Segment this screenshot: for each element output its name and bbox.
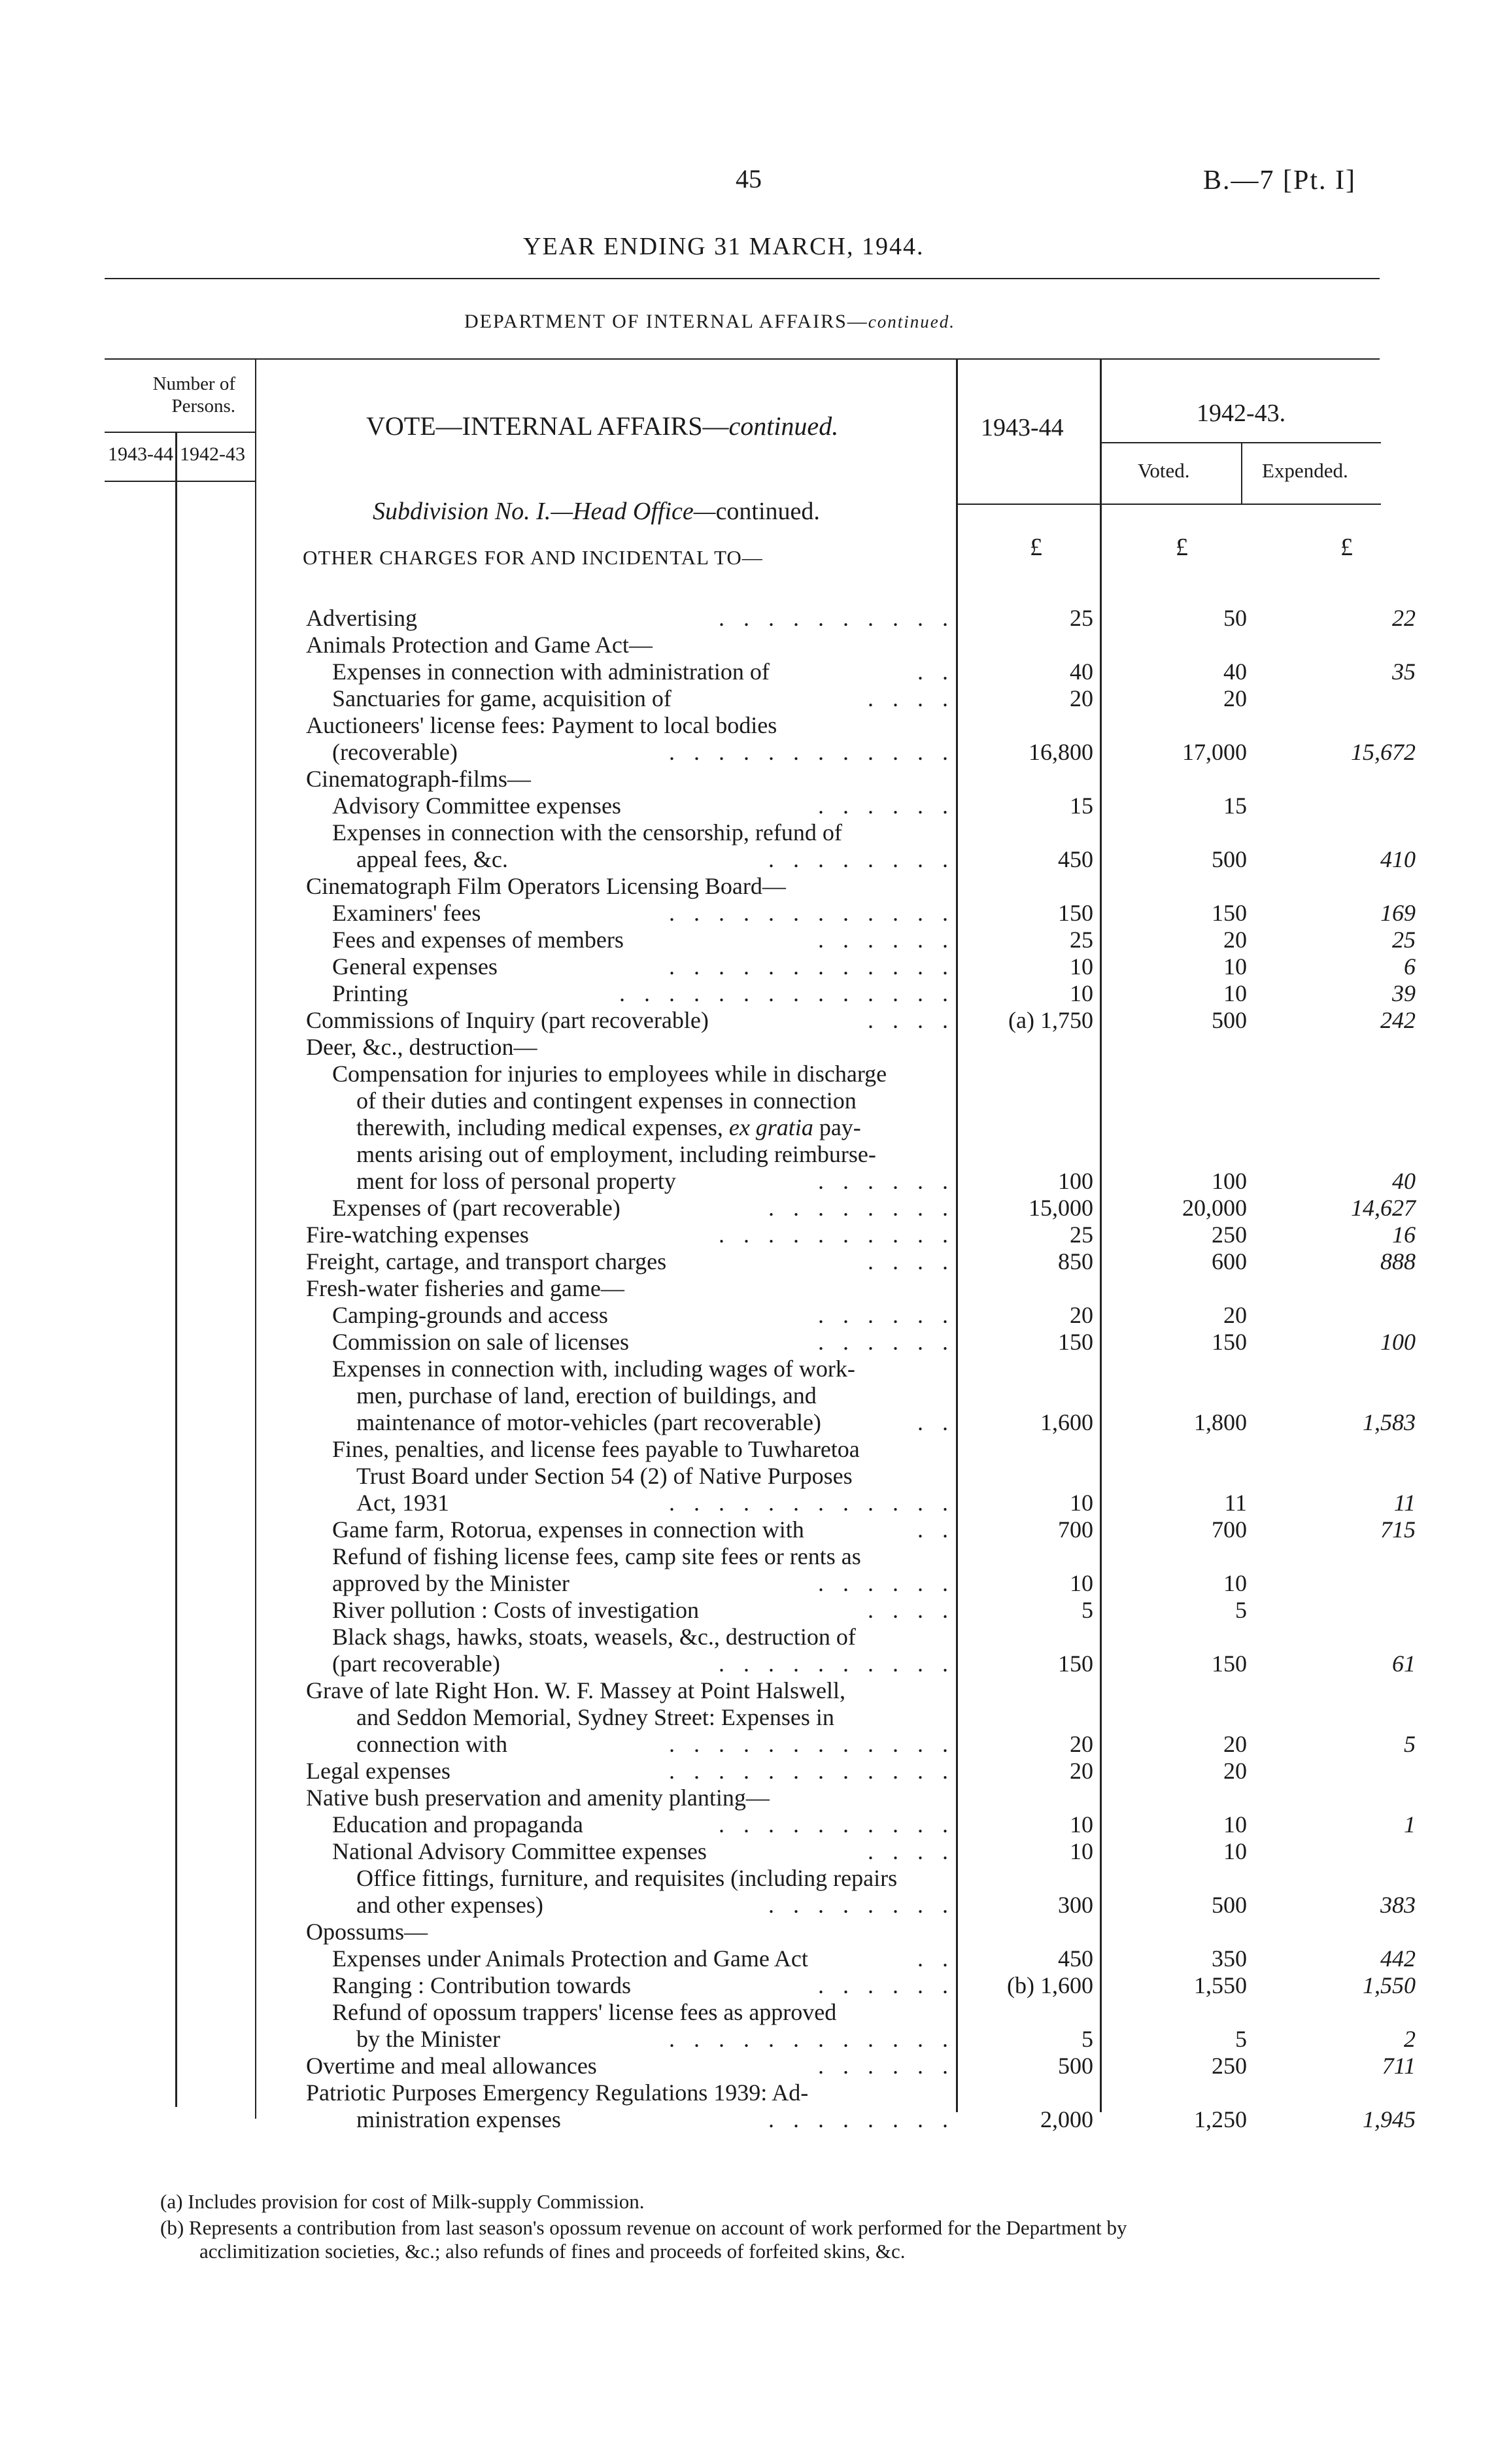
row-label: (recoverable): [332, 739, 458, 765]
row-leader-dots: . . . . . . . . . . . .: [669, 1731, 955, 1757]
value-1943-44: 15: [1070, 793, 1093, 819]
table-row: [0, 1382, 1498, 1409]
value-1942-43-voted: 15: [1223, 793, 1247, 819]
row-label: Camping-grounds and access: [332, 1302, 608, 1328]
value-1943-44: 150: [1058, 1329, 1093, 1355]
value-1943-44: (a) 1,750: [1008, 1007, 1093, 1033]
table-row: [0, 685, 1498, 712]
row-label: Advertising: [306, 605, 417, 631]
value-1942-43-expended: 715: [1380, 1516, 1416, 1543]
value-1942-43-expended: 39: [1392, 980, 1416, 1006]
row-label: Advisory Committee expenses: [332, 793, 621, 819]
value-1942-43-expended: 442: [1380, 1945, 1416, 1972]
row-label: maintenance of motor-vehicles (part recoverable): [356, 1409, 821, 1435]
value-1942-43-voted: 5: [1235, 2026, 1247, 2052]
value-1942-43-voted: 150: [1212, 1329, 1247, 1355]
row-leader-dots: . . . . . . . . . . . .: [669, 1490, 955, 1516]
value-1943-44: 5: [1081, 1597, 1093, 1623]
row-label: ments arising out of employment, including reimburse-: [356, 1141, 876, 1167]
value-1943-44: 5: [1081, 2026, 1093, 2052]
value-1943-44: 40: [1070, 659, 1093, 685]
row-label: Expenses under Animals Protection and Game Act: [332, 1945, 808, 1972]
value-1943-44: 2,000: [1040, 2106, 1093, 2132]
row-label: (part recoverable): [332, 1651, 500, 1677]
value-1943-44: 20: [1070, 1758, 1093, 1784]
row-label: Fresh-water fisheries and game—: [306, 1275, 624, 1301]
table-row: [0, 1945, 1498, 1972]
row-leader-dots: . . . . . . . . . . . .: [669, 1758, 955, 1784]
row-leader-dots: . . . . . .: [818, 1168, 955, 1194]
row-label: Trust Board under Section 54 (2) of Native Purposes: [356, 1463, 853, 1489]
row-label: Expenses of (part recoverable): [332, 1195, 621, 1221]
table-row: [0, 980, 1498, 1007]
value-1943-44: 10: [1070, 1811, 1093, 1838]
row-label: and other expenses): [356, 1892, 543, 1918]
table-row: [0, 1704, 1498, 1731]
col-expended-left-rule: [1241, 442, 1242, 504]
value-1942-43-voted: 500: [1212, 1892, 1247, 1918]
row-label: ment for loss of personal property: [356, 1168, 676, 1194]
table-row: [0, 1624, 1498, 1651]
number-of-persons-heading: Number of Persons.: [152, 373, 235, 417]
value-1942-43-voted: 10: [1223, 1811, 1247, 1838]
other-charges-heading: OTHER CHARGES FOR AND INCIDENTAL TO—: [303, 546, 763, 569]
value-1943-44: (b) 1,600: [1007, 1972, 1093, 1998]
table-row: [0, 1516, 1498, 1543]
row-leader-dots: . . . . . . . . . .: [719, 1811, 955, 1838]
table-row: [0, 1275, 1498, 1302]
value-1943-44: 25: [1070, 605, 1093, 631]
value-1942-43-voted: 1,550: [1194, 1972, 1247, 1998]
value-1942-43-expended: 22: [1392, 605, 1416, 631]
value-1942-43-expended: 25: [1392, 927, 1416, 953]
value-1943-44: 20: [1070, 685, 1093, 711]
table-row: [0, 1999, 1498, 2026]
row-leader-dots: . . . . . . . . . . . . . .: [619, 980, 955, 1006]
table-row: [0, 2106, 1498, 2133]
row-leader-dots: . . . . . .: [818, 793, 955, 819]
row-label: and Seddon Memorial, Sydney Street: Expenses in: [356, 1704, 834, 1730]
row-label: General expenses: [332, 953, 498, 980]
row-leader-dots: . . . . . . . . . . . .: [669, 2026, 955, 2052]
value-1942-43-expended: 14,627: [1351, 1195, 1416, 1221]
row-leader-dots: . . . . . . . . . .: [719, 1222, 955, 1248]
table-row: [0, 1543, 1498, 1570]
row-leader-dots: . . . .: [868, 1007, 955, 1033]
value-1943-44: 25: [1070, 927, 1093, 953]
table-row: [0, 1570, 1498, 1597]
value-1942-43-voted: 17,000: [1182, 739, 1247, 765]
value-1943-44: 300: [1058, 1892, 1093, 1918]
persons-sub-rule: [105, 481, 255, 482]
row-label: Game farm, Rotorua, expenses in connection with: [332, 1516, 804, 1543]
table-row: [0, 2053, 1498, 2079]
value-1942-43-voted: 11: [1224, 1490, 1247, 1516]
table-row: [0, 1195, 1498, 1222]
row-leader-dots: . . . . . . . .: [768, 2106, 955, 2132]
row-leader-dots: . . . .: [868, 685, 955, 711]
value-1942-43-expended: 383: [1380, 1892, 1416, 1918]
value-1943-44: 10: [1070, 1490, 1093, 1516]
table-row: [0, 1677, 1498, 1704]
table-row: [0, 739, 1498, 766]
row-label: men, purchase of land, erection of buildings, and: [356, 1382, 817, 1409]
value-1943-44: 20: [1070, 1302, 1093, 1328]
table-row: [0, 1597, 1498, 1624]
row-leader-dots: . .: [917, 1945, 955, 1972]
value-1943-44: 450: [1058, 1945, 1093, 1972]
footnote-a: (a) Includes provision for cost of Milk-supply Commission.: [160, 2190, 645, 2213]
value-1943-44: 500: [1058, 2053, 1093, 2079]
vote-title: [366, 411, 838, 441]
value-1942-43-voted: 20: [1223, 1758, 1247, 1784]
value-1942-43-voted: 10: [1223, 1838, 1247, 1864]
table-row: [0, 1838, 1498, 1865]
table-row: [0, 1490, 1498, 1516]
row-label: Refund of fishing license fees, camp site fees or rents as: [332, 1543, 861, 1569]
department-name: DEPARTMENT OF INTERNAL AFFAIRS—: [464, 311, 868, 332]
value-1942-43-voted: 250: [1212, 1222, 1247, 1248]
value-1942-43-expended: 169: [1380, 900, 1416, 926]
table-row: [0, 2026, 1498, 2053]
row-label: Cinematograph-films—: [306, 766, 531, 792]
row-label: by the Minister: [356, 2026, 500, 2052]
row-leader-dots: . . . . . . . . . . . .: [669, 739, 955, 765]
row-label: Cinematograph Film Operators Licensing Board—: [306, 873, 786, 899]
value-1942-43-expended: 61: [1392, 1651, 1416, 1677]
table-row: [0, 1731, 1498, 1758]
table-row: [0, 1865, 1498, 1892]
table-row: [0, 1329, 1498, 1356]
table-row: [0, 1087, 1498, 1114]
row-label: Commission on sale of licenses: [332, 1329, 629, 1355]
row-label: Fines, penalties, and license fees payable to Tuwharetoa: [332, 1436, 860, 1462]
row-label: Expenses in connection with administration of: [332, 659, 770, 685]
document-reference: B.—7 [Pt. I]: [1203, 165, 1356, 196]
column-header-1942-43: 1942-43.: [1197, 400, 1286, 427]
value-1942-43-voted: 40: [1223, 659, 1247, 685]
row-label: Refund of opossum trappers' license fees as approved: [332, 1999, 837, 2025]
row-label: National Advisory Committee expenses: [332, 1838, 707, 1864]
column-header-bottom-rule: [956, 504, 1381, 505]
table-row: [0, 1114, 1498, 1141]
footnote-b-line-2: acclimitization societies, &c.; also refunds of fines and proceeds of forfeited skins, &c.: [199, 2240, 906, 2263]
table-row: [0, 819, 1498, 846]
table-row: [0, 793, 1498, 819]
persons-year-1943-44: 1943-44: [108, 443, 173, 465]
value-1943-44: 100: [1058, 1168, 1093, 1194]
row-label: Fees and expenses of members: [332, 927, 624, 953]
value-1942-43-voted: 600: [1212, 1248, 1247, 1275]
value-1942-43-voted: 20: [1223, 685, 1247, 711]
table-row: [0, 953, 1498, 980]
value-1942-43-voted: 700: [1212, 1516, 1247, 1543]
table-row: [0, 712, 1498, 739]
value-1942-43-expended: 888: [1380, 1248, 1416, 1275]
row-leader-dots: . . . . . .: [818, 1972, 955, 1998]
row-leader-dots: . . . .: [868, 1597, 955, 1623]
table-row: [0, 1248, 1498, 1275]
row-leader-dots: . . . . . .: [818, 2053, 955, 2079]
value-1942-43-voted: 50: [1223, 605, 1247, 631]
value-1942-43-voted: 250: [1212, 2053, 1247, 2079]
value-1943-44: 10: [1070, 1570, 1093, 1596]
value-1943-44: 10: [1070, 953, 1093, 980]
column-header-voted: Voted.: [1138, 459, 1190, 482]
row-label: Black shags, hawks, stoats, weasels, &c., destruction of: [332, 1624, 856, 1650]
value-1942-43-voted: 10: [1223, 1570, 1247, 1596]
value-1942-43-expended: 1,550: [1363, 1972, 1416, 1998]
value-1943-44: 150: [1058, 1651, 1093, 1677]
value-1943-44: 700: [1058, 1516, 1093, 1543]
value-1943-44: 25: [1070, 1222, 1093, 1248]
row-leader-dots: . . . . . .: [818, 1302, 955, 1328]
row-leader-dots: . .: [917, 1516, 955, 1543]
value-1943-44: 10: [1070, 980, 1093, 1006]
row-label: Examiners' fees: [332, 900, 481, 926]
table-top-rule: [105, 358, 1380, 360]
persons-year-1942-43: 1942-43: [180, 443, 245, 465]
row-label: Education and propaganda: [332, 1811, 583, 1838]
value-1942-43-expended: 15,672: [1351, 739, 1416, 765]
table-row: [0, 1785, 1498, 1811]
table-row: [0, 1758, 1498, 1785]
currency-symbol-voted: £: [1176, 534, 1188, 561]
table-row: [0, 659, 1498, 685]
year-title: YEAR ENDING 31 MARCH, 1944.: [523, 233, 925, 260]
row-label: River pollution : Costs of investigation: [332, 1597, 699, 1623]
table-row: [0, 1034, 1498, 1061]
row-leader-dots: . . . . . . . .: [768, 1195, 955, 1221]
row-label: Overtime and meal allowances: [306, 2053, 597, 2079]
row-leader-dots: . . . . . . . . . . . .: [669, 900, 955, 926]
value-1942-43-voted: 20,000: [1182, 1195, 1247, 1221]
value-1943-44: 850: [1058, 1248, 1093, 1275]
persons-header-rule: [105, 432, 255, 433]
value-1942-43-voted: 150: [1212, 900, 1247, 926]
value-1942-43-voted: 500: [1212, 846, 1247, 872]
value-1942-43-expended: 16: [1392, 1222, 1416, 1248]
row-label: Deer, &c., destruction—: [306, 1034, 537, 1060]
table-row: [0, 1463, 1498, 1490]
row-leader-dots: . . . . . . . . . . . .: [669, 953, 955, 980]
row-leader-dots: . . . . . . . . . .: [719, 605, 955, 631]
table-row: [0, 846, 1498, 873]
table-row: [0, 927, 1498, 953]
row-label: Patriotic Purposes Emergency Regulations 1939: Ad-: [306, 2079, 809, 2106]
row-label-italic: ex gratia: [728, 1114, 813, 1140]
row-label: Act, 1931: [356, 1490, 449, 1516]
table-row: [0, 1919, 1498, 1945]
table-row: [0, 1436, 1498, 1463]
value-1942-43-voted: 10: [1223, 953, 1247, 980]
year-1942-43-rule: [1100, 442, 1381, 443]
value-1943-44: 1,600: [1040, 1409, 1093, 1435]
vote-name: VOTE—INTERNAL AFFAIRS—: [366, 411, 729, 441]
table-row: [0, 1302, 1498, 1329]
row-label: Printing: [332, 980, 409, 1006]
row-label: Freight, cartage, and transport charges: [306, 1248, 667, 1275]
value-1942-43-expended: 100: [1380, 1329, 1416, 1355]
table-row: [0, 1007, 1498, 1034]
table-row: [0, 900, 1498, 927]
table-row: [0, 1651, 1498, 1677]
value-1942-43-expended: 6: [1404, 953, 1416, 980]
value-1942-43-voted: 20: [1223, 1731, 1247, 1757]
table-row: [0, 1409, 1498, 1436]
table-row: [0, 1168, 1498, 1195]
row-leader-dots: . . . . . . . .: [768, 1892, 955, 1918]
row-label: Fire-watching expenses: [306, 1222, 529, 1248]
value-1942-43-voted: 20: [1223, 927, 1247, 953]
value-1942-43-expended: 242: [1380, 1007, 1416, 1033]
row-label: Ranging : Contribution towards: [332, 1972, 631, 1998]
row-label: Animals Protection and Game Act—: [306, 632, 653, 658]
value-1942-43-voted: 5: [1235, 1597, 1247, 1623]
currency-symbol-1943-44: £: [1030, 534, 1042, 561]
table-row: [0, 2079, 1498, 2106]
subdivision-heading: [373, 497, 820, 526]
value-1942-43-expended: 1,583: [1363, 1409, 1416, 1435]
table-row: [0, 873, 1498, 900]
table-row: [0, 632, 1498, 659]
value-1942-43-voted: 350: [1212, 1945, 1247, 1972]
subdivision-continued: continued.: [715, 498, 820, 525]
value-1942-43-expended: 711: [1382, 2053, 1416, 2079]
row-label: Expenses in connection with the censorship, refund of: [332, 819, 842, 846]
table-row: [0, 1972, 1498, 1999]
value-1942-43-expended: 35: [1392, 659, 1416, 685]
page-number: 45: [736, 164, 762, 194]
value-1943-44: 16,800: [1029, 739, 1093, 765]
row-leader-dots: . .: [917, 659, 955, 685]
value-1942-43-expended: 11: [1393, 1490, 1416, 1516]
top-rule: [105, 278, 1380, 279]
value-1942-43-voted: 1,250: [1194, 2106, 1247, 2132]
value-1942-43-expended: 1: [1404, 1811, 1416, 1838]
row-label: Compensation for injuries to employees while in discharge: [332, 1061, 887, 1087]
value-1942-43-voted: 10: [1223, 980, 1247, 1006]
row-label: Legal expenses: [306, 1758, 451, 1784]
table-row: [0, 766, 1498, 793]
row-leader-dots: . . . . . . . .: [768, 846, 955, 872]
row-label: Expenses in connection with, including wages of work-: [332, 1356, 855, 1382]
value-1942-43-voted: 100: [1212, 1168, 1247, 1194]
footnote-b-line-1: (b) Represents a contribution from last season's opossum revenue on account of work performed for the Department by: [160, 2216, 1127, 2239]
table-row: [0, 1222, 1498, 1248]
value-1942-43-expended: 40: [1392, 1168, 1416, 1194]
column-header-1943-44: 1943-44: [981, 414, 1064, 441]
row-leader-dots: . . . .: [868, 1838, 955, 1864]
value-1942-43-voted: 150: [1212, 1651, 1247, 1677]
row-label: Commissions of Inquiry (part recoverable): [306, 1007, 709, 1033]
table-row: [0, 1356, 1498, 1382]
row-label: appeal fees, &c.: [356, 846, 508, 872]
row-label: connection with: [356, 1731, 507, 1757]
row-label: therewith, including medical expenses, ex gratia pay-: [356, 1114, 861, 1140]
row-leader-dots: . . . . . . . . . .: [719, 1651, 955, 1677]
value-1942-43-expended: 1,945: [1363, 2106, 1416, 2132]
row-label: Opossums—: [306, 1919, 428, 1945]
value-1942-43-voted: 20: [1223, 1302, 1247, 1328]
table-row: [0, 1892, 1498, 1919]
row-leader-dots: . .: [917, 1409, 955, 1435]
value-1943-44: 15,000: [1029, 1195, 1093, 1221]
row-label: ministration expenses: [356, 2106, 561, 2132]
row-label: of their duties and contingent expenses in connection: [356, 1087, 857, 1114]
department-continued: continued.: [868, 312, 956, 332]
table-row: [0, 1141, 1498, 1168]
value-1942-43-expended: 2: [1404, 2026, 1416, 2052]
row-leader-dots: . . . .: [868, 1248, 955, 1275]
value-1943-44: 150: [1058, 900, 1093, 926]
row-leader-dots: . . . . . .: [818, 1570, 955, 1596]
value-1943-44: 10: [1070, 1838, 1093, 1864]
table-row: [0, 605, 1498, 632]
row-leader-dots: . . . . . .: [818, 927, 955, 953]
table-row: [0, 1811, 1498, 1838]
row-label: approved by the Minister: [332, 1570, 570, 1596]
row-leader-dots: . . . . . .: [818, 1329, 955, 1355]
row-label: Auctioneers' license fees: Payment to local bodies: [306, 712, 777, 738]
column-header-expended: Expended.: [1262, 459, 1348, 482]
value-1942-43-expended: 410: [1380, 846, 1416, 872]
subdivision-name: Subdivision No. I.—Head Office—: [373, 498, 716, 525]
value-1943-44: 20: [1070, 1731, 1093, 1757]
value-1942-43-voted: 1,800: [1194, 1409, 1247, 1435]
department-heading: [464, 311, 955, 333]
value-1943-44: 450: [1058, 846, 1093, 872]
row-label: Native bush preservation and amenity planting—: [306, 1785, 770, 1811]
row-label: Office fittings, furniture, and requisites (including repairs: [356, 1865, 898, 1891]
row-label: Sanctuaries for game, acquisition of: [332, 685, 672, 711]
row-label: Grave of late Right Hon. W. F. Massey at Point Halswell,: [306, 1677, 846, 1703]
table-row: [0, 1061, 1498, 1087]
value-1942-43-expended: 5: [1404, 1731, 1416, 1757]
vote-continued: continued.: [728, 411, 839, 441]
currency-symbol-expended: £: [1340, 534, 1353, 561]
value-1942-43-voted: 500: [1212, 1007, 1247, 1033]
